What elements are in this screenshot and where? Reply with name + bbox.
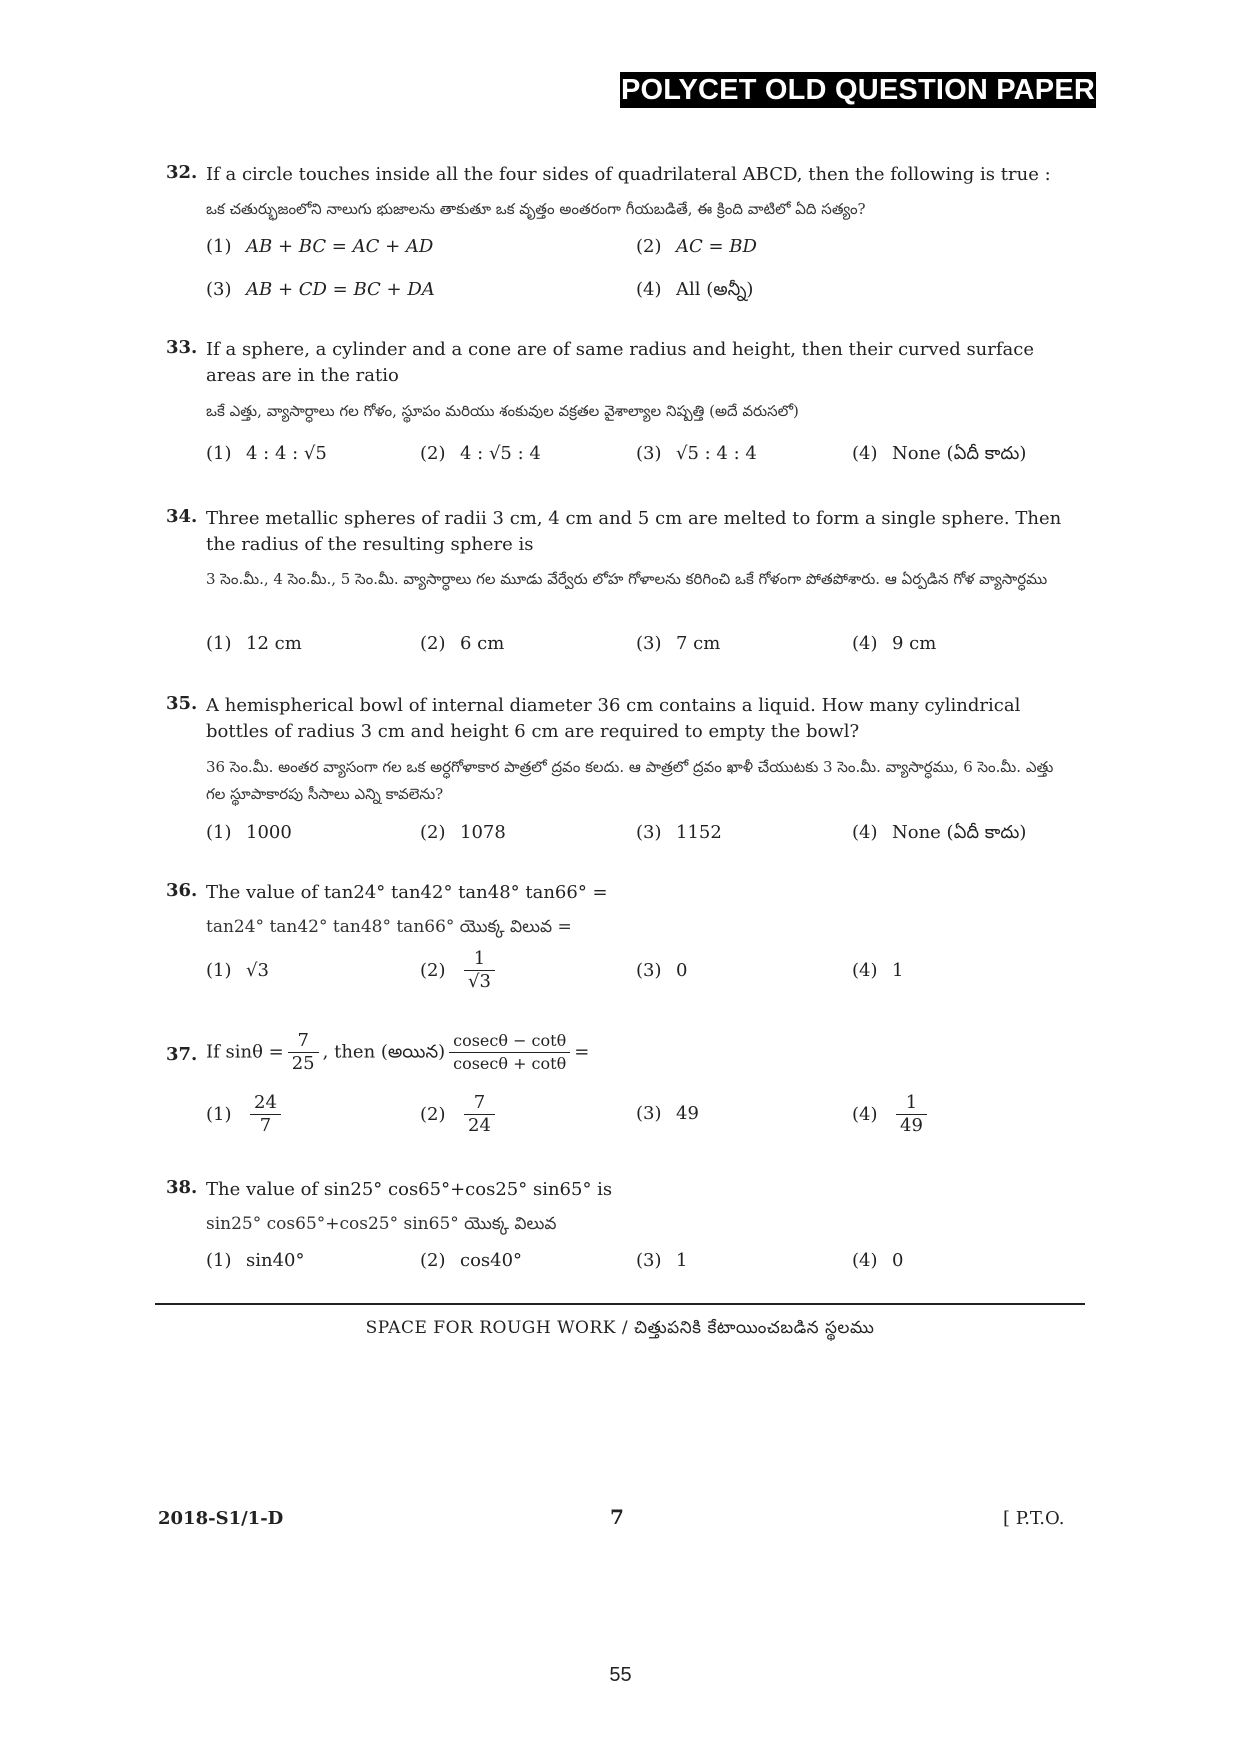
option-2 — [420, 633, 504, 654]
option-2 — [420, 822, 506, 843]
option-1 — [206, 960, 269, 981]
option-label: (3) — [636, 1103, 662, 1124]
question-number: 37. — [166, 1044, 198, 1065]
option-label: (2) — [420, 822, 446, 843]
option-label: (2) — [420, 1104, 446, 1125]
option-3 — [636, 633, 720, 654]
question-telugu: 3 సెం.మీ., 4 సెం.మీ., 5 సెం.మీ. వ్యాసార్ధాలు గల మూడు వేర్వేరు లోహ గోళాలను కరిగించి ఒకే గోళంగా పోతపోశారు. ఆ ఏర్పడిన గోళ వ్యాసార్ధము — [206, 570, 1048, 588]
rough-work-label: SPACE FOR ROUGH WORK / చిత్తుపనికి కేటాయించబడిన స్థలము — [365, 1318, 875, 1338]
option-value: 0 — [676, 960, 688, 981]
option-value: 12 cm — [246, 633, 302, 654]
option-3 — [636, 822, 722, 843]
option-3 — [206, 279, 435, 300]
option-1 — [206, 1092, 285, 1137]
question-text: If a circle touches inside all the four sides of quadrilateral ABCD, then the following is true : — [206, 164, 1051, 185]
question-mid: , then (అయిన) — [322, 1041, 446, 1063]
option-4 — [852, 960, 903, 981]
option-label: (4) — [852, 960, 878, 981]
option-value: 4 : 4 : √5 — [246, 443, 327, 464]
option-label: (4) — [636, 279, 662, 300]
fraction-numerator: 7 — [464, 1092, 495, 1115]
option-3 — [636, 960, 687, 981]
option-value: AB + BC = AC + AD — [246, 236, 434, 257]
option-4 — [852, 1092, 931, 1137]
fraction-denominator: 24 — [468, 1115, 491, 1136]
question-number: 38. — [166, 1177, 198, 1198]
question-telugu: ఒకే ఎత్తు, వ్యాసార్ధాలు గల గోళం, స్థూపం మరియు శంకువుల వక్రతల వైశాల్యాల నిష్పత్తి (అదే వరుసలో) — [206, 402, 799, 420]
question-telugu: ఒక చతుర్భుజంలోని నాలుగు భుజాలను తాకుతూ ఒక వృత్తం అంతరంగా గీయబడితే, ఈ క్రింది వాటిలో ఏది సత్యం? — [206, 200, 866, 218]
fraction-denominator: 49 — [900, 1115, 923, 1136]
option-value: 0 — [892, 1250, 904, 1271]
question-text: The value of tan24° tan42° tan48° tan66° = — [206, 882, 608, 903]
expression-fraction — [449, 1030, 570, 1075]
option-value: 49 — [676, 1103, 699, 1124]
option-label: (1) — [206, 236, 232, 257]
option-label: (2) — [420, 633, 446, 654]
option-2 — [420, 443, 541, 464]
option-fraction — [896, 1092, 927, 1137]
fraction-numerator: 1 — [464, 948, 495, 971]
option-3 — [636, 1250, 687, 1271]
option-fraction — [464, 1092, 495, 1137]
option-label: (3) — [636, 822, 662, 843]
option-1 — [206, 822, 292, 843]
fraction-denominator: cosecθ + cotθ — [453, 1054, 567, 1073]
option-value: None (ఏదీ కాదు) — [892, 443, 1027, 464]
option-value: sin40° — [246, 1250, 305, 1271]
option-4 — [636, 279, 753, 304]
option-2 — [420, 948, 499, 993]
fraction-denominator: 7 — [259, 1115, 272, 1136]
option-value: AB + CD = BC + DA — [246, 279, 435, 300]
option-1 — [206, 236, 433, 257]
option-label: (2) — [420, 443, 446, 464]
paper-code: 2018-S1/1-D — [158, 1508, 284, 1529]
question-number: 34. — [166, 506, 198, 527]
option-label: (1) — [206, 1250, 232, 1271]
question-text: Three metallic spheres of radii 3 cm, 4 cm and 5 cm are melted to form a single sphere. Then the radius of the resulting sphere is — [206, 508, 1062, 555]
option-1 — [206, 1250, 305, 1271]
question-telugu: 36 సెం.మీ. అంతర వ్యాసంగా గల ఒక అర్ధగోళాకార పాత్రలో ద్రవం కలదు. ఆ పాత్రలో ద్రవం ఖాళీ చేయుటకు 3 సెం.మీ. వ్యాసార్ధము, 6 సెం.మీ. ఎత్తు గల స్థూపాకారపు సీసాలు ఎన్ని కావలెను? — [206, 758, 1054, 803]
fraction-numerator: cosecθ − cotθ — [449, 1030, 570, 1053]
question-text: A hemispherical bowl of internal diameter 36 cm contains a liquid. How many cylindrical bottles of radius 3 cm and height 6 cm are required to empty the bowl? — [206, 695, 1021, 742]
option-4 — [852, 822, 1026, 847]
pdf-page-number: 55 — [609, 1664, 632, 1686]
option-value: √3 — [246, 960, 269, 981]
pto-label: [ P.T.O. — [1003, 1508, 1065, 1529]
option-value: None (ఏదీ కాదు) — [892, 822, 1027, 843]
question-text — [206, 1030, 589, 1075]
option-4 — [852, 633, 936, 654]
option-value: √5 : 4 : 4 — [676, 443, 757, 464]
question-telugu: tan24° tan42° tan48° tan66° యొక్క విలువ = — [206, 917, 572, 937]
option-1 — [206, 443, 327, 464]
option-label: (3) — [636, 443, 662, 464]
fraction-denominator: √3 — [468, 971, 491, 992]
option-value: 7 cm — [676, 633, 721, 654]
option-3 — [636, 1103, 699, 1124]
option-fraction — [464, 948, 495, 993]
option-label: (2) — [420, 1250, 446, 1271]
option-label: (1) — [206, 1104, 232, 1125]
divider-rule — [155, 1303, 1085, 1305]
option-4 — [852, 1250, 903, 1271]
option-label: (3) — [636, 960, 662, 981]
option-label: (3) — [636, 1250, 662, 1271]
option-value: 6 cm — [460, 633, 505, 654]
option-value: 4 : √5 : 4 — [460, 443, 541, 464]
option-value: cos40° — [460, 1250, 523, 1271]
question-tail: = — [574, 1041, 590, 1063]
option-label: (2) — [636, 236, 662, 257]
option-label: (1) — [206, 443, 232, 464]
option-value: AC = BD — [676, 236, 757, 257]
option-label: (3) — [206, 279, 232, 300]
question-number: 35. — [166, 693, 198, 714]
option-3 — [636, 443, 757, 464]
question-text: The value of sin25° cos65°+cos25° sin65° is — [206, 1179, 613, 1200]
option-label: (3) — [636, 633, 662, 654]
question-telugu: sin25° cos65°+cos25° sin65° యొక్క విలువ — [206, 1214, 557, 1234]
sin-fraction — [288, 1030, 319, 1075]
option-2 — [636, 236, 757, 257]
option-2 — [420, 1250, 522, 1271]
question-text: If a sphere, a cylinder and a cone are of same radius and height, then their curved surface areas are in the ratio — [206, 339, 1034, 386]
option-label: (1) — [206, 960, 232, 981]
option-value: 1152 — [676, 822, 722, 843]
option-label: (4) — [852, 443, 878, 464]
option-value: 1 — [676, 1250, 688, 1271]
option-value: 9 cm — [892, 633, 937, 654]
printed-page-number: 7 — [610, 1505, 624, 1529]
option-1 — [206, 633, 302, 654]
fraction-denominator: 25 — [291, 1053, 315, 1074]
option-label: (2) — [420, 959, 446, 981]
option-label: (4) — [852, 1250, 878, 1271]
option-value: 1078 — [460, 822, 506, 843]
option-label: (1) — [206, 633, 232, 654]
question-number: 33. — [166, 337, 198, 358]
option-label: (4) — [852, 1104, 878, 1125]
option-label: (4) — [852, 822, 878, 843]
option-value: 1000 — [246, 822, 292, 843]
option-fraction — [250, 1092, 281, 1137]
fraction-numerator: 7 — [288, 1030, 319, 1053]
question-lead: If sinθ = — [206, 1041, 284, 1063]
option-value: All (అన్నీ) — [676, 279, 754, 300]
question-number: 32. — [166, 162, 198, 183]
option-label: (4) — [852, 633, 878, 654]
fraction-numerator: 24 — [250, 1092, 281, 1115]
option-value: 1 — [892, 960, 904, 981]
fraction-numerator: 1 — [896, 1092, 927, 1115]
question-number: 36. — [166, 880, 198, 901]
option-2 — [420, 1092, 499, 1137]
header-banner: POLYCET OLD QUESTION PAPER — [620, 74, 1096, 106]
option-4 — [852, 443, 1026, 468]
option-label: (1) — [206, 822, 232, 843]
